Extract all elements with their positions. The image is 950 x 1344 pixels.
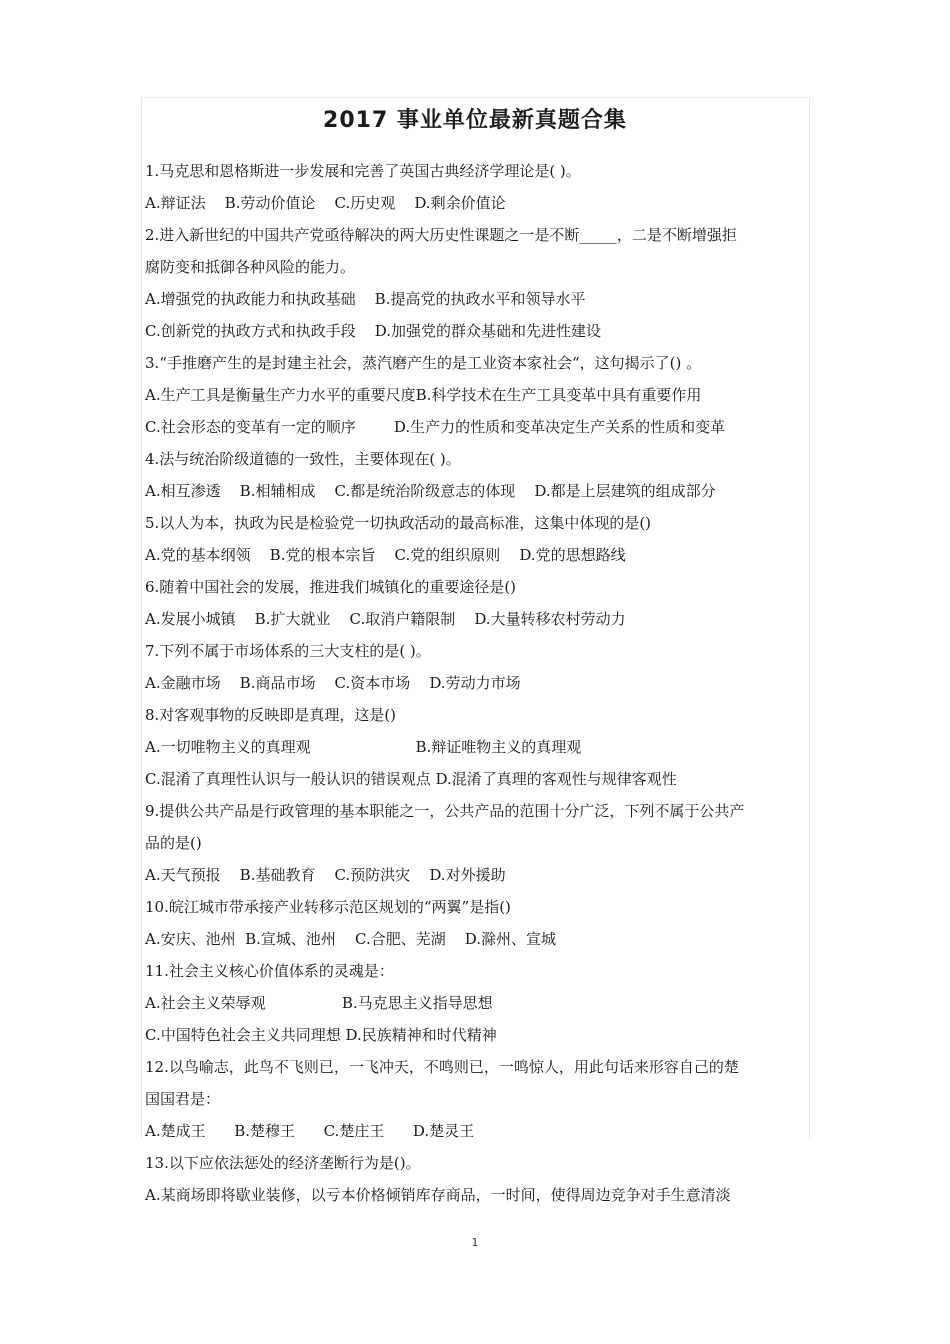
- question-9: 9.提供公共产品是行政管理的基本职能之一，公共产品的范围十分广泛，下列不属于公共产: [145, 802, 745, 820]
- question-3: 3.“手推磨产生的是封建主社会，蒸汽磨产生的是工业资本家社会“，这句揭示了() 。: [145, 354, 702, 372]
- question-3-options-ab: A.生产工具是衡量生产力水平的重要尺度B.科学技术在生产工具变革中具有重要作用: [145, 386, 702, 404]
- question-11-options-cd: C.中国特色社会主义共同理想 D.民族精神和时代精神: [145, 1026, 497, 1044]
- question-2: 2.进入新世纪的中国共产党亟待解决的两大历史性课题之一是不断_____，二是不断增强拒: [145, 226, 737, 244]
- question-5: 5.以人为本，执政为民是检验党一切执政活动的最高标准，这集中体现的是(): [145, 514, 652, 532]
- question-4: 4.法与统治阶级道德的一致性，主要体现在( )。: [145, 450, 461, 468]
- page-number: 1: [471, 1236, 479, 1249]
- question-8-options-ab: A.一切唯物主义的真理观 B.辩证唯物主义的真理观: [145, 738, 582, 756]
- question-6: 6.随着中国社会的发展，推进我们城镇化的重要途径是(): [145, 578, 517, 596]
- question-10: 10.皖江城市带承接产业转移示范区规划的“两翼”是指(): [145, 898, 511, 916]
- question-13: 13.以下应依法惩处的经济垄断行为是()。: [145, 1154, 421, 1172]
- question-12-continued: 国国君是：: [145, 1090, 221, 1108]
- question-1: 1.马克思和恩格斯进一步发展和完善了英国古典经济学理论是( )。: [145, 162, 581, 180]
- question-2-options-cd: C.创新党的执政方式和执政手段 D.加强党的群众基础和先进性建设: [145, 322, 602, 340]
- document-title: 2017 事业单位最新真题合集: [323, 108, 627, 133]
- question-7: 7.下列不属于市场体系的三大支柱的是( )。: [145, 642, 431, 660]
- question-6-options: A.发展小城镇 B.扩大就业 C.取消户籍限制 D.大量转移农村劳动力: [145, 610, 626, 628]
- question-11: 11.社会主义核心价值体系的灵魂是：: [145, 962, 394, 980]
- question-1-options: A.辩证法 B.劳动价值论 C.历史观 D.剩余价值论: [145, 194, 506, 212]
- question-8: 8.对客观事物的反映即是真理，这是(): [145, 706, 397, 724]
- question-3-options-cd: C.社会形态的变革有一定的顺序 D.生产力的性质和变革决定生产关系的性质和变革: [145, 418, 726, 436]
- question-11-options-ab: A.社会主义荣辱观 B.马克思主义指导思想: [145, 994, 493, 1012]
- question-13-option-a: A.某商场即将歇业装修，以亏本价格倾销库存商品，一时间，使得周边竞争对手生意清淡: [145, 1186, 731, 1204]
- question-4-options: A.相互渗透 B.相辅相成 C.都是统治阶级意志的体现 D.都是上层建筑的组成部分: [145, 482, 716, 500]
- question-5-options: A.党的基本纲领 B.党的根本宗旨 C.党的组织原则 D.党的思想路线: [145, 546, 626, 564]
- question-2-continued: 腐防变和抵御各种风险的能力。: [145, 258, 356, 276]
- question-2-options-ab: A.增强党的执政能力和执政基础 B.提高党的执政水平和领导水平: [145, 290, 586, 308]
- question-10-options: A.安庆、池州 B.宣城、池州 C.合肥、芜湖 D.滁州、宣城: [145, 930, 557, 948]
- question-12: 12.以鸟喻志，此鸟不飞则已，一飞冲天，不鸣则已，一鸣惊人，用此句话来形容自己的楚: [145, 1058, 739, 1076]
- question-8-options-cd: C.混淆了真理性认识与一般认识的错误观点 D.混淆了真理的客观性与规律客观性: [145, 770, 677, 788]
- question-7-options: A.金融市场 B.商品市场 C.资本市场 D.劳动力市场: [145, 674, 521, 692]
- question-12-options: A.楚成王 B.楚穆王 C.楚庄王 D.楚灵王: [145, 1122, 475, 1140]
- question-9-continued: 品的是(): [145, 834, 202, 852]
- question-9-options: A.天气预报 B.基础教育 C.预防洪灾 D.对外援助: [145, 866, 506, 884]
